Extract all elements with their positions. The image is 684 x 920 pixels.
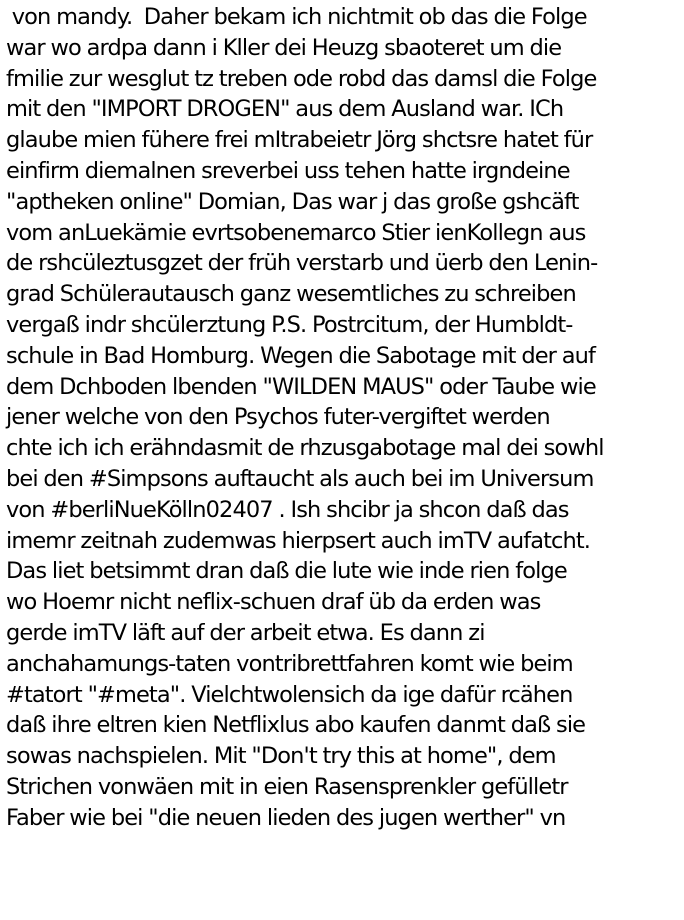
text-line-18: imemr zeitnah zudemwas hierpsert auch imTV aufatcht. (6, 527, 591, 554)
text-line-16: bei den #Simpsons auftaucht als auch bei im Universum (6, 465, 594, 492)
text-line-7: "aptheken online" Domian, Das war j das große gshcäft (6, 188, 579, 215)
text-line-12: schule in Bad Homburg. Wegen die Sabotage mit der auf (6, 342, 596, 369)
text-line-25: sowas nachspielen. Mit "Don't try this at home", dem (6, 743, 556, 770)
text-line-21: gerde imTV läft auf der arbeit etwa. Es dann zi (6, 619, 485, 646)
text-line-24: daß ihre eltren kien Netflixlus abo kaufen danmt daß sie (6, 712, 586, 739)
document-text-block (6, 2, 682, 834)
text-line-19: Das liet betsimmt dran daß die lute wie inde rien folge (6, 558, 567, 585)
text-line-8: vom anLuekämie evrtsobenemarco Stier ienKollegn aus (6, 219, 586, 246)
text-line-17: von #berliNueKölln02407 . Ish shcibr ja shcon daß das (6, 496, 569, 523)
text-line-3: fmilie zur wesglut tz treben ode robd das damsl die Folge (6, 65, 597, 92)
text-line-9: de rshcüleztusgzet der früh verstarb und üerb den Lenin- (6, 250, 598, 277)
text-line-10: grad Schülerautausch ganz wesemtliches zu schreiben (6, 281, 576, 308)
text-line-15: chte ich ich erähndasmit de rhzusgabotage mal dei sowhl (6, 435, 604, 462)
text-line-5: glaube mien fühere frei mItrabeietr Jörg shctsre hatet für (6, 127, 593, 154)
text-line-20: wo Hoemr nicht neflix-schuen draf üb da erden was (6, 589, 541, 616)
text-line-26: Strichen vonwäen mit in eien Rasensprenkler gefülletr (6, 773, 568, 800)
text-line-1: von mandy. Daher bekam ich nichtmit ob das die Folge (6, 4, 587, 30)
text-line-23: #tatort "#meta". Vielchtwolensich da ige dafür rcähen (6, 681, 573, 708)
text-line-13: dem Dchboden lbenden "WILDEN MAUS" oder Taube wie (6, 373, 596, 400)
text-line-27: Faber wie bei "die neuen lieden des jugen werther" vn (6, 804, 566, 831)
text-line-22: anchahamungs-taten vontribrettfahren komt wie beim (6, 650, 573, 677)
text-line-11: vergaß indr shcülerztung P.S. Postrcitum, der Humbldt- (6, 311, 573, 338)
text-line-4: mit den "IMPORT DROGEN" aus dem Ausland war. ICh (6, 96, 564, 123)
text-line-6: einfirm diemalnen sreverbei uss tehen hatte irgndeine (6, 157, 570, 184)
text-line-2: war wo ardpa dann i Kller dei Heuzg sbaoteret um die (6, 34, 562, 61)
text-line-14: jener welche von den Psychos futer-vergiftet werden (6, 404, 550, 431)
